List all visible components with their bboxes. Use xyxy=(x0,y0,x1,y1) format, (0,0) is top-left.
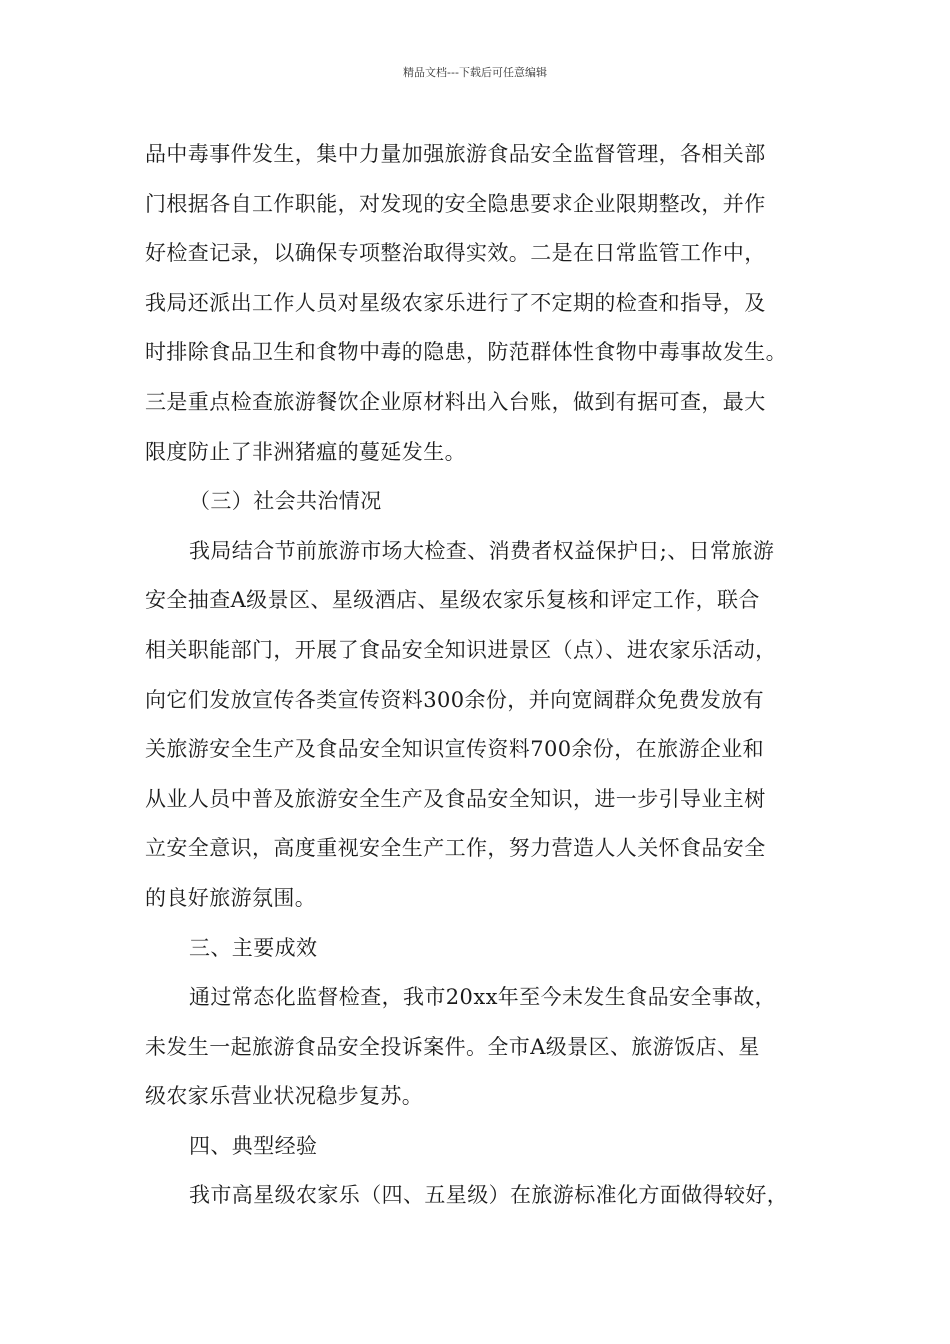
text-line-10: 安全抽查A级景区、星级酒店、星级农家乐复核和评定工作，联合 xyxy=(145,588,760,613)
section-heading-typical-experience: 四、典型经验 xyxy=(189,1133,318,1158)
text-line-3: 好检查记录，以确保专项整治取得实效。二是在日常监管工作中， xyxy=(145,241,766,266)
text-line-18: 通过常态化监督检查，我市20xx年至今未发生食品安全事故， xyxy=(189,985,777,1010)
text-line-12: 向它们发放宣传各类宣传资料300余份，并向宽阔群众免费发放有 xyxy=(145,687,765,712)
text-line-13: 关旅游安全生产及食品安全知识宣传资料700余份，在旅游企业和 xyxy=(145,737,765,762)
text-line-20: 级农家乐营业状况稳步复苏。 xyxy=(145,1084,424,1109)
text-line-19: 未发生一起旅游食品安全投诉案件。全市A级景区、旅游饭店、星 xyxy=(145,1034,760,1059)
section-heading-main-results: 三、主要成效 xyxy=(189,935,318,960)
text-line-1: 品中毒事件发生，集中力量加强旅游食品安全监督管理，各相关部 xyxy=(145,142,766,166)
text-line-11: 相关职能部门，开展了食品安全知识进景区（点）、进农家乐活动， xyxy=(145,637,777,662)
text-line-15: 立安全意识，高度重视安全生产工作，努力营造人人关怀食品安全 xyxy=(145,836,766,861)
document-body xyxy=(145,130,817,1221)
text-line-9: 我局结合节前旅游市场大检查、消费者权益保护日;、日常旅游 xyxy=(189,538,775,563)
text-line-2: 门根据各自工作职能，对发现的安全隐患要求企业限期整改，并作 xyxy=(145,191,766,216)
section-heading-social-governance: （三）社会共治情况 xyxy=(189,489,382,514)
text-line-4: 我局还派出工作人员对星级农家乐进行了不定期的检查和指导，及 xyxy=(145,290,766,315)
text-line-16: 的良好旅游氛围。 xyxy=(145,885,317,910)
text-line-22: 我市高星级农家乐（四、五星级）在旅游标准化方面做得较好， xyxy=(189,1183,789,1208)
text-line-6: 三是重点检查旅游餐饮企业原材料出入台账，做到有据可查，最大 xyxy=(145,389,766,414)
text-line-7: 限度防止了非洲猪瘟的蔓延发生。 xyxy=(145,439,466,464)
text-line-5: 时排除食品卫生和食物中毒的隐患，防范群体性食物中毒事故发生。 xyxy=(145,340,787,365)
page-header: 精品文档---下载后可任意编辑 xyxy=(403,66,547,79)
text-line-14: 从业人员中普及旅游安全生产及食品安全知识，进一步引导业主树 xyxy=(145,786,766,811)
